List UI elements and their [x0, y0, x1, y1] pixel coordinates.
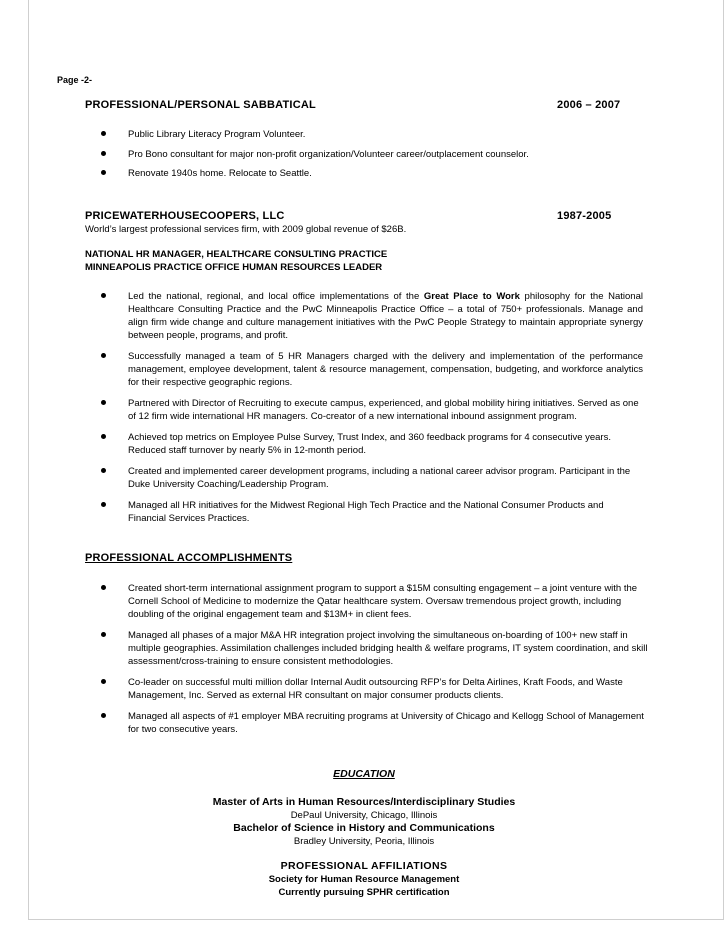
education-school-2: Bradley University, Peoria, Illinois: [293, 836, 435, 847]
bullet-icon: [101, 353, 106, 358]
education-heading: EDUCATION: [333, 768, 395, 780]
list-item: Created short-term international assignment program to support a $15M consulting engagement – a joint venture with the Cornell School of Medicine to modernize the Qatar healthcare system. Oversaw tremendous project growth, including doubling of the original engagement team and $13M+ in client fees.: [128, 582, 648, 621]
accomplishments-list: [128, 582, 648, 736]
pwc-list: [128, 290, 643, 525]
education-degree-2: Bachelor of Science in History and Communications: [233, 822, 495, 834]
pwc-role-1: NATIONAL HR MANAGER, HEALTHCARE CONSULTING PRACTICE: [85, 249, 388, 260]
list-item: Pro Bono consultant for major non-profit organization/Volunteer career/outplacement counselor.: [128, 148, 648, 168]
sabbatical-heading: PROFESSIONAL/PERSONAL SABBATICAL: [85, 99, 316, 111]
page-number: Page -2-: [57, 75, 93, 85]
list-item: Co-leader on successful multi million dollar Internal Audit outsourcing RFP’s for Delta Airlines, Kraft Foods, and Waste Management, Inc. Served as external HR consultant on major consumer products clients.: [128, 676, 648, 702]
pwc-dates: 1987-2005: [557, 210, 612, 222]
accomplishments-heading: PROFESSIONAL ACCOMPLISHMENTS: [85, 552, 293, 564]
sabbatical-list: [128, 128, 648, 180]
bullet-icon: [101, 679, 106, 684]
list-item: Managed all phases of a major M&A HR integration project involving the simultaneous on-boarding of 100+ new staff in multiple geographies. Assimilation challenges included bridging health & welfare programs, IT system coordination, and skill assessment/cross-training to ensure consistent methodologies.: [128, 629, 648, 668]
bullet-icon: [101, 502, 106, 507]
list-item: Successfully managed a team of 5 HR Managers charged with the delivery and implementation of the performance management, employee development, talent & resource management, compensation, budgeting, and workforce analytics for their respective geographic regions.: [128, 350, 643, 389]
education-school-1: DePaul University, Chicago, Illinois: [290, 810, 438, 821]
affiliations-heading: PROFESSIONAL AFFILIATIONS: [280, 860, 448, 872]
bullet-icon: [101, 151, 106, 156]
pwc-heading: PRICEWATERHOUSECOOPERS, LLC: [85, 210, 285, 222]
bullet-icon: [101, 585, 106, 590]
bullet-icon: [101, 131, 106, 136]
list-item: Public Library Literacy Program Volunteer.: [128, 128, 648, 148]
bullet-icon: [101, 468, 106, 473]
list-item: Partnered with Director of Recruiting to execute campus, experienced, and global mobility hiring initiatives. Served as one of 12 firm wide international HR managers. Co-creator of a new international inbound assignment program.: [128, 397, 643, 423]
list-item: Renovate 1940s home. Relocate to Seattle.: [128, 167, 648, 180]
pwc-role-2: MINNEAPOLIS PRACTICE OFFICE HUMAN RESOURCES LEADER: [85, 262, 383, 273]
list-item: Managed all aspects of #1 employer MBA recruiting programs at University of Chicago and Kellogg School of Management for two consecutive years.: [128, 710, 648, 736]
list-item: Achieved top metrics on Employee Pulse Survey, Trust Index, and 360 feedback programs for 4 consecutive years. Reduced staff turnover by nearly 5% in 12-month period.: [128, 431, 643, 457]
bullet-icon: [101, 434, 106, 439]
bullet-icon: [101, 293, 106, 298]
affiliations-line-2: Currently pursuing SPHR certification: [278, 887, 450, 898]
sabbatical-dates: 2006 – 2007: [557, 99, 621, 111]
bullet-icon: [101, 713, 106, 718]
bullet-icon: [101, 632, 106, 637]
pwc-description: World’s largest professional services firm, with 2009 global revenue of $26B.: [85, 224, 407, 235]
list-item: Created and implemented career development programs, including a national career advisor program. Participant in the Duke University Coaching/Leadership Program.: [128, 465, 643, 491]
bullet-icon: [101, 170, 106, 175]
bullet-icon: [101, 400, 106, 405]
list-item: Led the national, regional, and local office implementations of the Great Place to Work philosophy for the National Healthcare Consulting Practice and the PwC Minneapolis Practice Office – a total of 750+ professionals. Manage and align firm wide change and culture management initiatives with the PwC People Strategy to maintain appropriate synergy between people, programs, and profit.: [128, 290, 643, 342]
list-item: Managed all HR initiatives for the Midwest Regional High Tech Practice and the National Consumer Products and Financial Services Practices.: [128, 499, 643, 525]
affiliations-line-1: Society for Human Resource Management: [268, 874, 460, 885]
education-degree-1: Master of Arts in Human Resources/Interdisciplinary Studies: [212, 796, 516, 808]
